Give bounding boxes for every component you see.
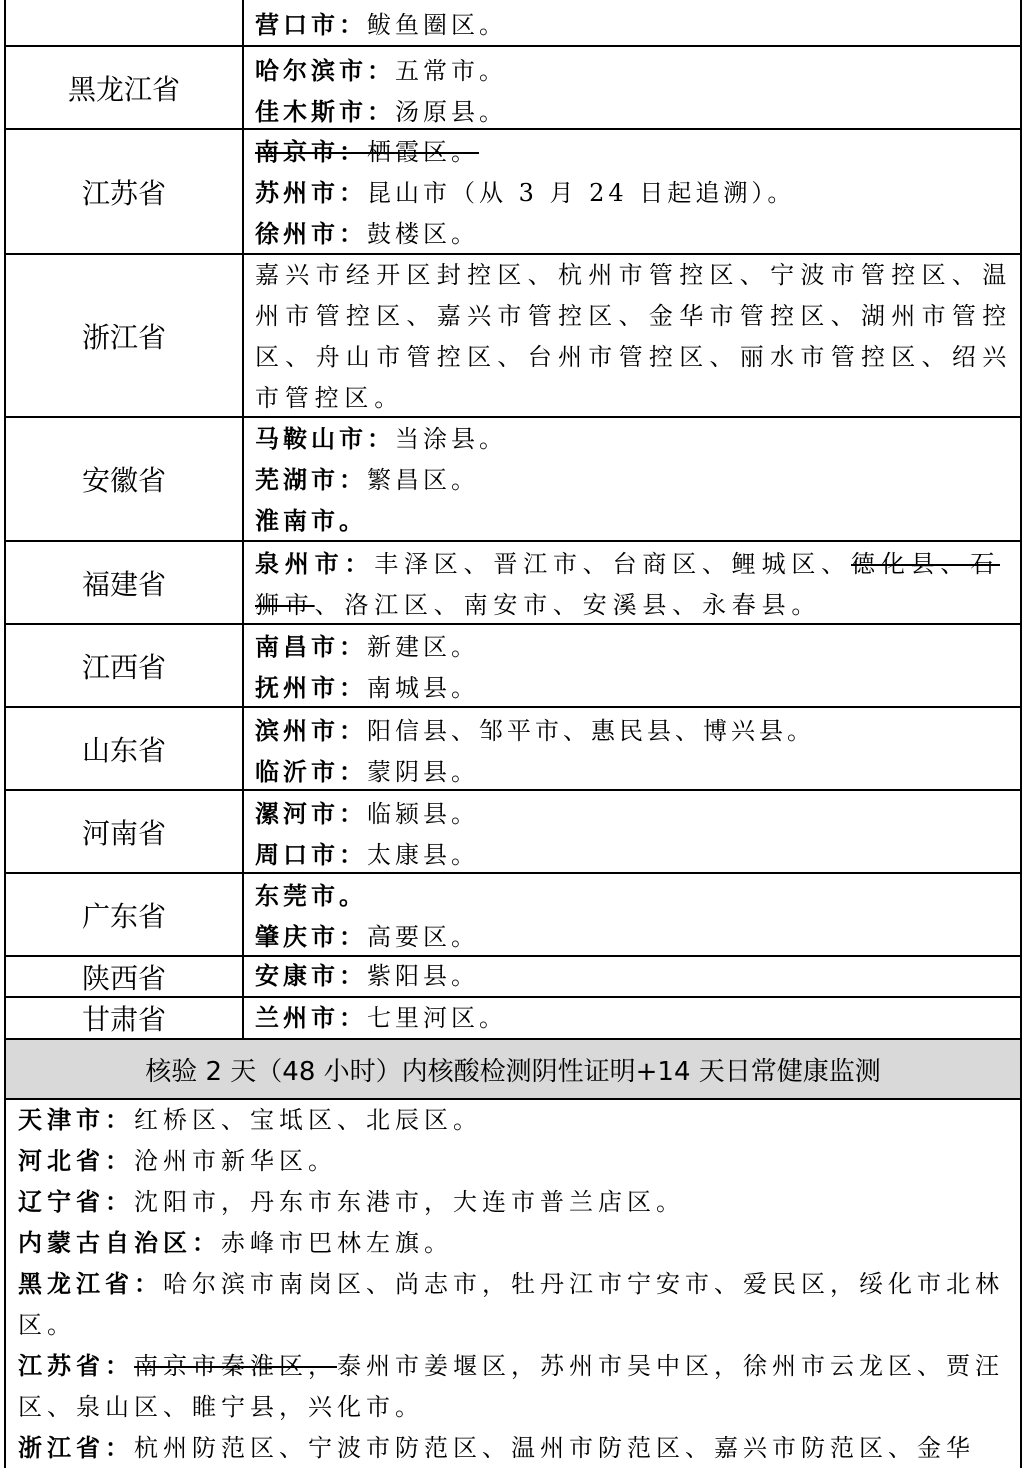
area-list: 沈阳市，丹东市东港市，大连市普兰店区。 [134, 1188, 685, 1216]
city-entry [255, 999, 1012, 1038]
district-list: 阳信县、邹平市、惠民县、博兴县。 [367, 717, 815, 745]
province-name: 江西省 [6, 625, 244, 706]
area-list: 杭州防范区、宁波市防范区、温州市防范区、嘉兴市防范区、金华 [134, 1434, 975, 1462]
table-row [6, 130, 1020, 255]
province-label: 江苏省： [18, 1352, 134, 1380]
district-list: 昆山市（从 3 月 24 日起追溯）。 [367, 179, 796, 207]
city-cell [244, 130, 1020, 253]
district-list: 栖霞区。 [367, 138, 479, 166]
district-list: 太康县。 [367, 841, 479, 869]
city-cell [244, 542, 1020, 623]
city-label: 芜湖市： [255, 466, 367, 494]
area-list: 红桥区、宝坻区、北辰区。 [134, 1106, 482, 1134]
table-row [6, 874, 1020, 957]
city-label: 周口市： [255, 841, 367, 869]
city-cell [244, 708, 1020, 789]
province-label: 天津市： [18, 1106, 134, 1134]
province-entry [18, 1346, 1014, 1428]
city-entry [255, 544, 1012, 623]
province-name: 江苏省 [6, 130, 244, 253]
province-name: 浙江省 [6, 255, 244, 416]
province-name: 安徽省 [6, 418, 244, 540]
province-name: 山东省 [6, 708, 244, 789]
city-cell [244, 418, 1020, 540]
province-name: 甘肃省 [6, 998, 244, 1038]
city-entry [255, 173, 1012, 214]
city-entry [255, 957, 1012, 996]
table-row [6, 791, 1020, 874]
district-list: 五常市。 [395, 57, 507, 85]
table-row [6, 542, 1020, 625]
province-label: 内蒙古自治区： [18, 1229, 221, 1257]
city-entry [255, 51, 1012, 92]
city-entry [255, 419, 1012, 460]
province-name: 福建省 [6, 542, 244, 623]
province-entry [18, 1264, 1014, 1346]
table-row [6, 0, 1020, 47]
city-label: 泉州市： [255, 550, 375, 578]
city-cell [244, 0, 1020, 45]
table-row [6, 255, 1020, 418]
table-row [6, 998, 1020, 1040]
city-entry [255, 917, 1012, 955]
district-list: 当涂县。 [395, 425, 507, 453]
section-body [6, 1100, 1020, 1468]
table-row [6, 708, 1020, 791]
district-list: 七里河区。 [367, 1004, 507, 1032]
city-entry [255, 501, 1012, 540]
city-entry [255, 92, 1012, 128]
city-entry-struck [255, 132, 1012, 173]
city-label: 佳木斯市： [255, 98, 395, 126]
city-label: 苏州市： [255, 179, 367, 207]
province-cell [6, 0, 244, 45]
city-entry [255, 460, 1012, 501]
document-table [4, 0, 1022, 1468]
province-name: 广东省 [6, 874, 244, 955]
district-list: 临颍县。 [367, 800, 479, 828]
city-entry [255, 627, 1012, 668]
district-list: 丰泽区、晋江市、台商区、鲤城区、 [374, 550, 852, 578]
table-row [6, 47, 1020, 130]
area-list-struck: 南京市秦淮区， [134, 1352, 337, 1380]
control-area-paragraph: 嘉兴市经开区封控区、杭州市管控区、宁波市管控区、温州市管控区、嘉兴市管控区、金华市管控区、湖州市管控区、舟山市管控区、台州市管控区、丽水市管控区、绍兴市管控区。 [255, 261, 1012, 412]
city-cell [244, 625, 1020, 706]
city-entry [255, 794, 1012, 835]
city-cell [244, 874, 1020, 955]
district-list: 高要区。 [367, 923, 479, 951]
province-entry [18, 1141, 1014, 1182]
district-list: 蒙阴县。 [367, 758, 479, 786]
province-label: 浙江省： [18, 1434, 134, 1462]
city-label: 临沂市： [255, 758, 367, 786]
city-label: 东莞市。 [255, 882, 367, 910]
city-entry [255, 214, 1012, 253]
province-name: 黑龙江省 [6, 47, 244, 128]
city-label: 滨州市： [255, 717, 367, 745]
table-row [6, 625, 1020, 708]
city-cell [244, 255, 1020, 416]
province-label: 辽宁省： [18, 1188, 134, 1216]
district-list: 鲅鱼圈区。 [367, 11, 507, 39]
district-list: 新建区。 [367, 633, 479, 661]
city-entry [255, 711, 1012, 752]
district-list: 紫阳县。 [367, 962, 479, 990]
province-entry [18, 1428, 1014, 1468]
city-entry [255, 876, 1012, 917]
city-label: 肇庆市： [255, 923, 367, 951]
city-label: 兰州市： [255, 1004, 367, 1032]
province-entry [18, 1223, 1014, 1264]
city-label: 南京市： [255, 138, 367, 166]
district-list: 南城县。 [367, 674, 479, 702]
table-row [6, 957, 1020, 998]
city-label: 南昌市： [255, 633, 367, 661]
table-row [6, 418, 1020, 542]
area-list: 哈尔滨市南岗区、尚志市，牡丹江市宁安市、爱民区，绥化市北林区。 [18, 1270, 1004, 1339]
city-entry [255, 5, 1012, 45]
district-list-struck: 德化县、石狮市 [255, 550, 1001, 619]
city-entry [255, 835, 1012, 872]
province-entry [18, 1100, 1014, 1141]
city-label: 漯河市： [255, 800, 367, 828]
city-cell [244, 998, 1020, 1038]
area-list: 沧州市新华区。 [134, 1147, 337, 1175]
province-label: 河北省： [18, 1147, 134, 1175]
city-cell [244, 47, 1020, 128]
district-list: 鼓楼区。 [367, 220, 479, 248]
city-cell [244, 791, 1020, 872]
city-label: 安康市： [255, 962, 367, 990]
city-label: 徐州市： [255, 220, 367, 248]
district-list: 、洛江区、南安市、安溪县、永春县。 [314, 591, 822, 619]
city-label: 抚州市： [255, 674, 367, 702]
city-label: 马鞍山市： [255, 425, 395, 453]
city-label: 营口市： [255, 11, 367, 39]
city-entry [255, 752, 1012, 789]
province-label: 黑龙江省： [18, 1270, 163, 1298]
city-entry [255, 668, 1012, 706]
city-label: 淮南市。 [255, 507, 367, 535]
area-list: 泰州市姜堰区，苏州市吴中区，徐州市云龙区、贾汪区、泉山区、睢宁县，兴化市。 [18, 1352, 1004, 1421]
province-name: 河南省 [6, 791, 244, 872]
city-label: 哈尔滨市： [255, 57, 395, 85]
district-list: 汤原县。 [395, 98, 507, 126]
province-entry [18, 1182, 1014, 1223]
province-name: 陕西省 [6, 957, 244, 996]
section-header: 核验 2 天（48 小时）内核酸检测阴性证明+14 天日常健康监测 [6, 1040, 1020, 1100]
district-list: 繁昌区。 [367, 466, 479, 494]
area-list: 赤峰市巴林左旗。 [221, 1229, 453, 1257]
city-cell [244, 957, 1020, 996]
